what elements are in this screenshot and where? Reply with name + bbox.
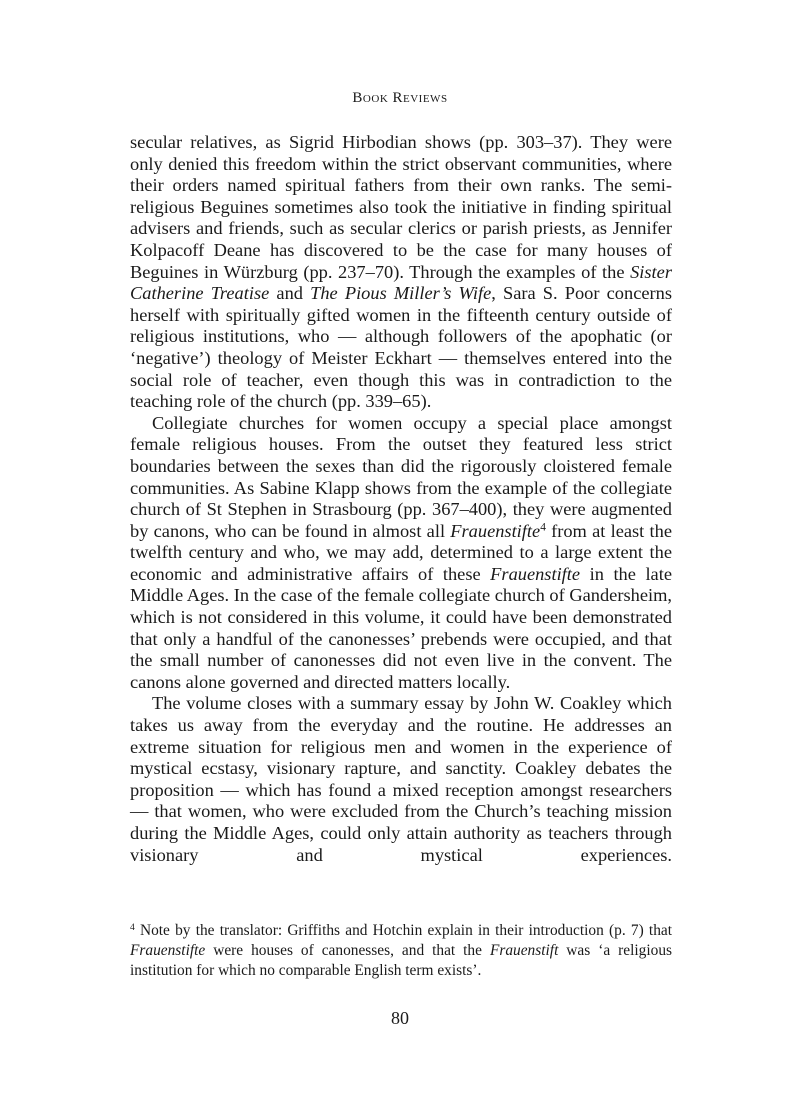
text-run: in the late Middle Ages. In the case of the female collegiate church of Gandersheim, which is not considered in this volume, it could have been demonstrated that only a handful of the canonesses’ prebends were occupied, and that the small number of canonesses did not even live in the convent. The canons alone governed and directed matters locally.	[130, 563, 672, 692]
italic-title: Frauenstift	[489, 942, 559, 959]
body-paragraph	[130, 413, 672, 694]
text-run: The volume closes with a summary essay by John W. Coakley which takes us away from the everyday and the routine. He addresses an extreme situation for religious men and women in the experience of mystical ecstasy, visionary rapture, and sanctity. Coakley debates the proposition — which has found a mixed reception amongst researchers — that women, who were excluded from the Church’s teaching mission during the Middle Ages, could only attain authority as teachers through visionary and mystical experiences.	[130, 693, 672, 865]
text-run: Collegiate churches for women occupy a special place amongst female religious houses. From the outset they featured less strict boundaries between the sexes than did the rigorously cloistered female communities. As Sabine Klapp shows from the example of the collegiate church of St Stephen in Strasbourg (pp. 367–400), they were augmented by canons, who can be found in almost all	[130, 412, 672, 541]
footnote-marker: 4	[540, 521, 546, 534]
italic-title: Frauenstifte	[450, 520, 541, 541]
text-run: , Sara S. Poor concerns herself with spiritually gifted women in the fifteenth century outside of religious institutions, who — although followers of the apophatic (or ‘negative’) theology of Meister Eckhart — themselves entered into the social role of teacher, even though this was in contradiction to the teaching role of the church (pp. 339–65).	[130, 283, 672, 412]
italic-title: Frauenstifte	[490, 563, 581, 584]
text-run: were houses of canonesses, and that the	[205, 942, 490, 959]
body-paragraph	[130, 132, 672, 413]
page-number: 80	[391, 1008, 409, 1028]
footnote-4	[130, 921, 672, 981]
running-head: Book Reviews	[352, 90, 448, 106]
italic-title: The Pious Miller’s Wife	[310, 283, 492, 304]
italic-title: Sister Catherine Treatise	[130, 261, 672, 304]
footnote-marker: 4	[130, 921, 135, 933]
text-run: was ‘a religious institution for which no comparable English term exists’.	[130, 942, 673, 979]
body-paragraph	[130, 693, 672, 866]
text-run: from at least the twelfth century and who, we may add, determined to a large extent the economic and administrative affairs of these	[130, 520, 672, 584]
italic-title: Frauenstifte	[130, 942, 206, 959]
article-body	[130, 132, 672, 866]
footnotes	[130, 921, 672, 981]
text-run: and	[269, 283, 311, 304]
text-run: secular relatives, as Sigrid Hirbodian shows (pp. 303–37). They were only denied this freedom within the strict observant communities, where their orders named spiritual fathers from their own ranks. The semi-religious Beguines sometimes also took the initiative in finding spiritual advisers and friends, such as secular clerics or parish priests, as Jennifer Kolpacoff Deane has discovered to be the case for many houses of Beguines in Würzburg (pp. 237–70). Through the examples of the	[130, 132, 672, 282]
text-run: Note by the translator: Griffiths and Hotchin explain in their introduction (p. 7) that	[134, 922, 672, 939]
